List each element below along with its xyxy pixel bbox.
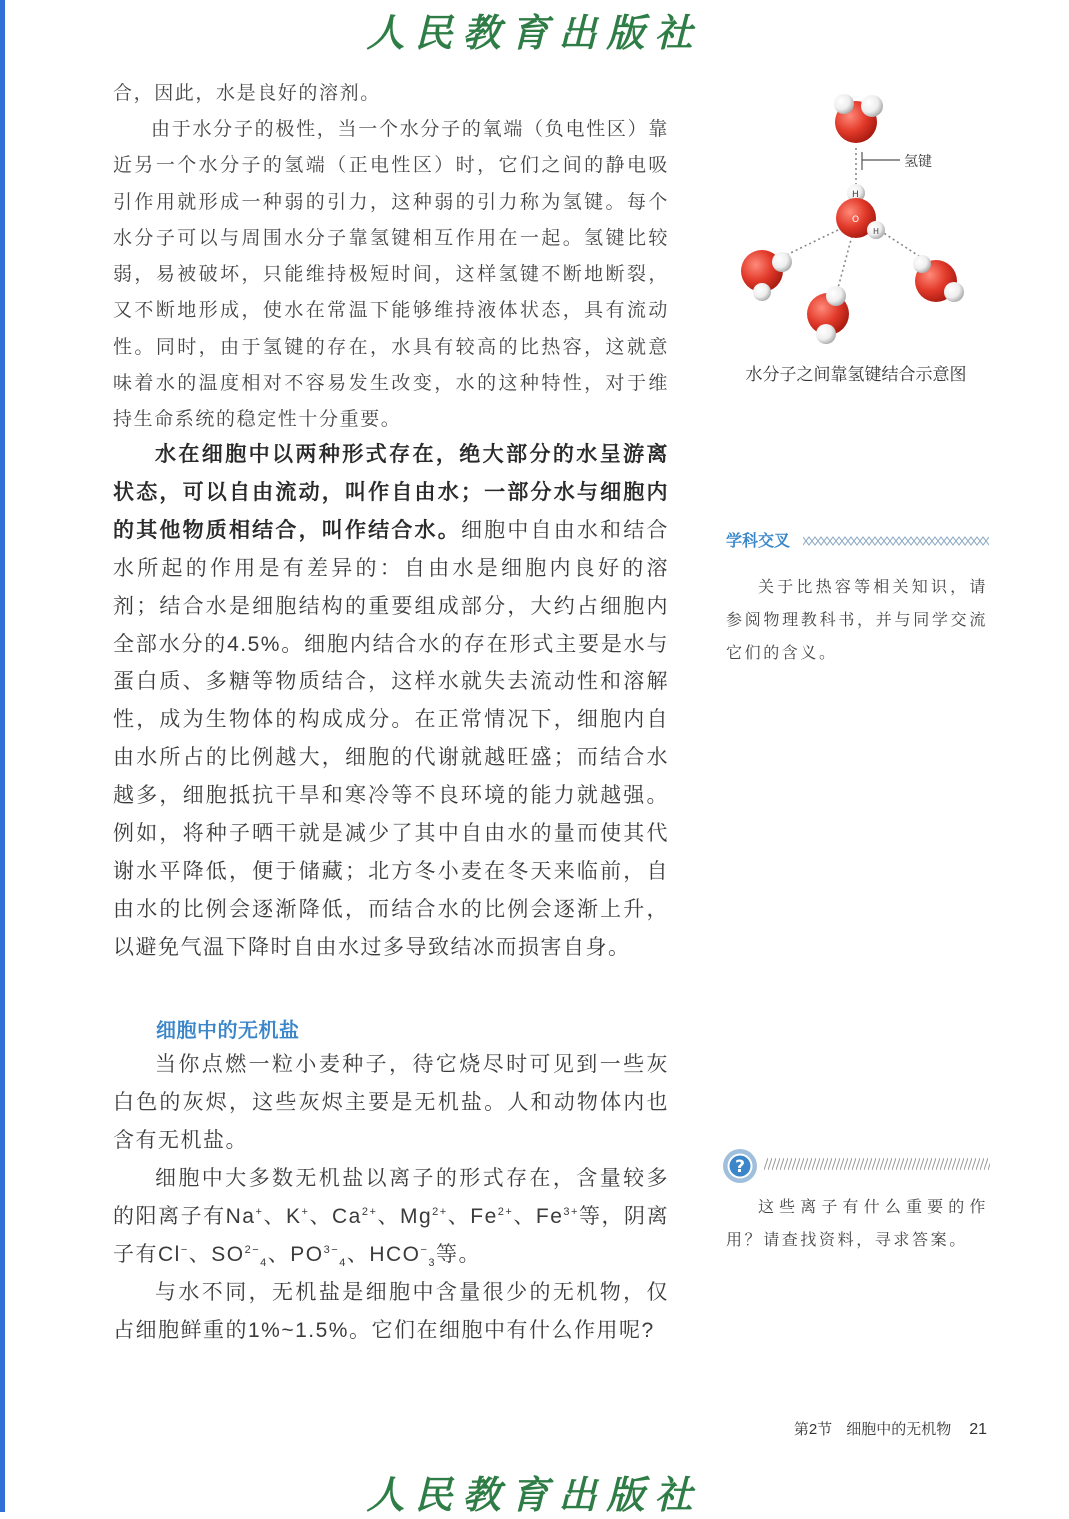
- hbond-label-leader: [862, 152, 900, 170]
- hbond-label: 氢键: [904, 153, 932, 169]
- ions-text: 细胞中大多数无机盐以离子的形式存在，含量较多的阳离子有: [113, 1167, 669, 1228]
- paragraph-text: 细胞中自由水和结合水所起的作用是有差异的：自由水是细胞内良好的溶剂；结合水是细胞结构的重要组成部分，大约占细胞内全部水分的4.5%。细胞内结合水的存在形式主要是水与蛋白质、多糖等物质结合，这样水就失去流动性和溶解性，成为生物体的构成成分。在正常情况下，细胞内自由水所占的比例越大，细胞的代谢就越旺盛；而结合水越多，细胞抵抗干旱和寒冷等不良环境的能力就越强。例如，将种子晒干就是减少了其中自由水的量而使其代谢水平降低，便于储藏；北方冬小麦在冬天来临前，自由水的比例会逐渐降低，而结合水的比例会逐渐上升，以避免气温下降时自由水过多导致结冰而损害自身。: [113, 518, 670, 959]
- cross-discipline-text: 关于比热容等相关知识，请参阅物理教科书，并与同学交流它们的含义。: [726, 577, 988, 662]
- water-molecule-bottom: [807, 286, 849, 344]
- water-molecule-right: [913, 255, 964, 302]
- svg-text:?: ?: [735, 1157, 745, 1177]
- atom-label-h2: H: [873, 227, 880, 236]
- page-number: 21: [969, 1421, 987, 1438]
- ion-na: Na+: [225, 1205, 264, 1228]
- water-molecule-top: [834, 94, 883, 143]
- paragraph-free-bound-water: [113, 436, 669, 967]
- question-text: 这些离子有什么重要的作用？请查找资料，寻求答案。: [726, 1197, 988, 1249]
- water-molecule-center: [836, 184, 885, 239]
- ion-fe3: $Fe^{3+}$: [535, 1205, 579, 1228]
- water-hydrogen-bond-figure: [726, 88, 986, 358]
- ion-cl: Cl−: [158, 1243, 189, 1266]
- ion-ca: $Ca^{2+}$: [332, 1205, 378, 1228]
- publisher-watermark-top: 人民教育出版社: [366, 10, 703, 55]
- page-edge-bar: [0, 0, 5, 1512]
- footer-title: 细胞中的无机物: [846, 1421, 952, 1438]
- paragraph-hydrogen-bond: 由于水分子的极性，当一个水分子的氧端（负电性区）靠近另一个水分子的氢端（正电性区）时，它们之间的静电吸引作用就形成一种弱的引力，这种弱的引力称为氢键。每个水分子可以与周围水分子靠氢键相互作用在一起。氢键比较弱，易被破坏，只能维持极短时间，这样氢键不断地断裂，又不断地形成，使水在常温下能够维持液体状态，具有流动性。同时，由于氢键的存在，水具有较高的比热容，这就意味着水的温度相对不容易发生改变，水的这种特性，对于维持生命系统的稳定性十分重要。: [113, 118, 669, 431]
- atom-label-h: H: [852, 190, 859, 200]
- ion-so4: $SO^{2-}_4$: [211, 1243, 268, 1270]
- footer-section: 第2节: [793, 1421, 833, 1438]
- publisher-watermark-bottom: 人民教育出版社: [366, 1472, 703, 1517]
- water-molecule-left: [741, 250, 792, 301]
- figure-caption: 水分子之间靠氢键结合示意图: [745, 365, 967, 384]
- paragraph-salt-content: 与水不同，无机盐是细胞中含量很少的无机物，仅占细胞鲜重的1%~1.5%。它们在细胞中有什么作用呢?: [113, 1281, 669, 1342]
- atom-label-o: O: [852, 215, 860, 225]
- question-rule-decoration: [764, 1158, 990, 1170]
- ion-hco3: $HCO^-_3$: [369, 1243, 437, 1270]
- paragraph-ash: 当你点燃一粒小麦种子，待它烧尽时可见到一些灰白色的灰烬，这些灰烬主要是无机盐。人和动物体内也含有无机盐。: [113, 1053, 669, 1152]
- paragraph-ions: 细胞中大多数无机盐以离子的形式存在，含量较多的阳离子有Na+、K+、$Ca^{2+}$、$Mg^{2+}$、$Fe^{2+}$、$Fe^{3+}$等，阴离子有Cl−、$SO^{2-}_4$、$PO^{3-}_4$、$HCO^-_3$等。: [113, 1167, 670, 1270]
- ion-k: K+: [286, 1205, 310, 1228]
- ion-po4: $PO^{3-}_4$: [290, 1243, 347, 1270]
- page-footer: [780, 1418, 987, 1439]
- paragraph-continued: 合，因此，水是良好的溶剂。: [113, 82, 381, 104]
- cross-discipline-decoration: [803, 535, 989, 547]
- question-icon: [722, 1148, 758, 1184]
- ion-fe2: $Fe^{2+}$: [470, 1205, 514, 1228]
- cross-discipline-title: 学科交叉: [726, 533, 791, 550]
- bold-definition: 水在细胞中以两种形式存在，绝大部分的水呈游离状态，可以自由流动，叫作自由水；一部分水与细胞内的其他物质相结合，叫作结合水。: [113, 443, 669, 542]
- ion-mg: $Mg^{2+}$: [399, 1205, 448, 1228]
- section-title: 细胞中的无机盐: [156, 1020, 300, 1042]
